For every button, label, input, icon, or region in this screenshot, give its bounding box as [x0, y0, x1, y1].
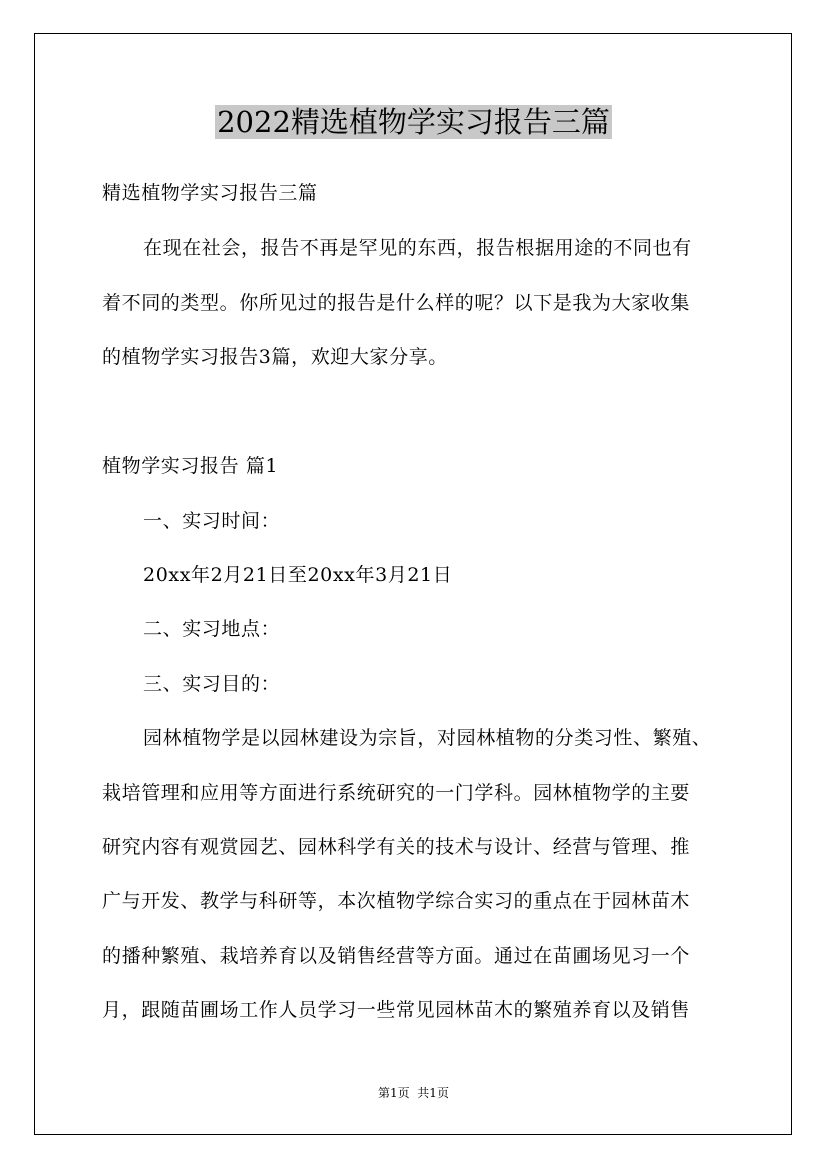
item-internship-location-label: 二、实习地点：	[143, 618, 281, 640]
section-heading: 植物学实习报告 篇1	[102, 455, 279, 477]
body-line-4: 广与开发、教学与科研等，本次植物学综合实习的重点在于园林苗木	[102, 890, 691, 912]
body-line-3: 研究内容有观赏园艺、园林科学有关的技术与设计、经营与管理、推	[102, 836, 691, 858]
body-line-5: 的播种繁殖、栽培养育以及销售经营等方面。通过在苗圃场见习一个	[102, 945, 691, 967]
document-title: 2022精选植物学实习报告三篇	[217, 105, 610, 139]
body-line-6: 月，跟随苗圃场工作人员学习一些常见园林苗木的繁殖养育以及销售	[102, 999, 691, 1021]
subtitle-line: 精选植物学实习报告三篇	[102, 182, 318, 204]
intro-line-1: 在现在社会，报告不再是罕见的东西，报告根据用途的不同也有	[143, 237, 692, 259]
intro-line-2: 着不同的类型。你所见过的报告是什么样的呢？以下是我为大家收集	[102, 292, 691, 314]
body-line-2: 栽培管理和应用等方面进行系统研究的一门学科。园林植物学的主要	[102, 782, 691, 804]
body-line-1: 园林植物学是以园林建设为宗旨，对园林植物的分类习性、繁殖、	[143, 727, 712, 749]
item-internship-time-value: 20xx年2月21日至20xx年3月21日	[143, 564, 453, 586]
item-internship-purpose-label: 三、实习目的：	[143, 673, 281, 695]
page-footer: 第1页 共1页	[378, 1086, 449, 1100]
intro-line-3: 的植物学实习报告3篇，欢迎大家分享。	[102, 346, 448, 368]
item-internship-time-label: 一、实习时间：	[143, 510, 281, 532]
